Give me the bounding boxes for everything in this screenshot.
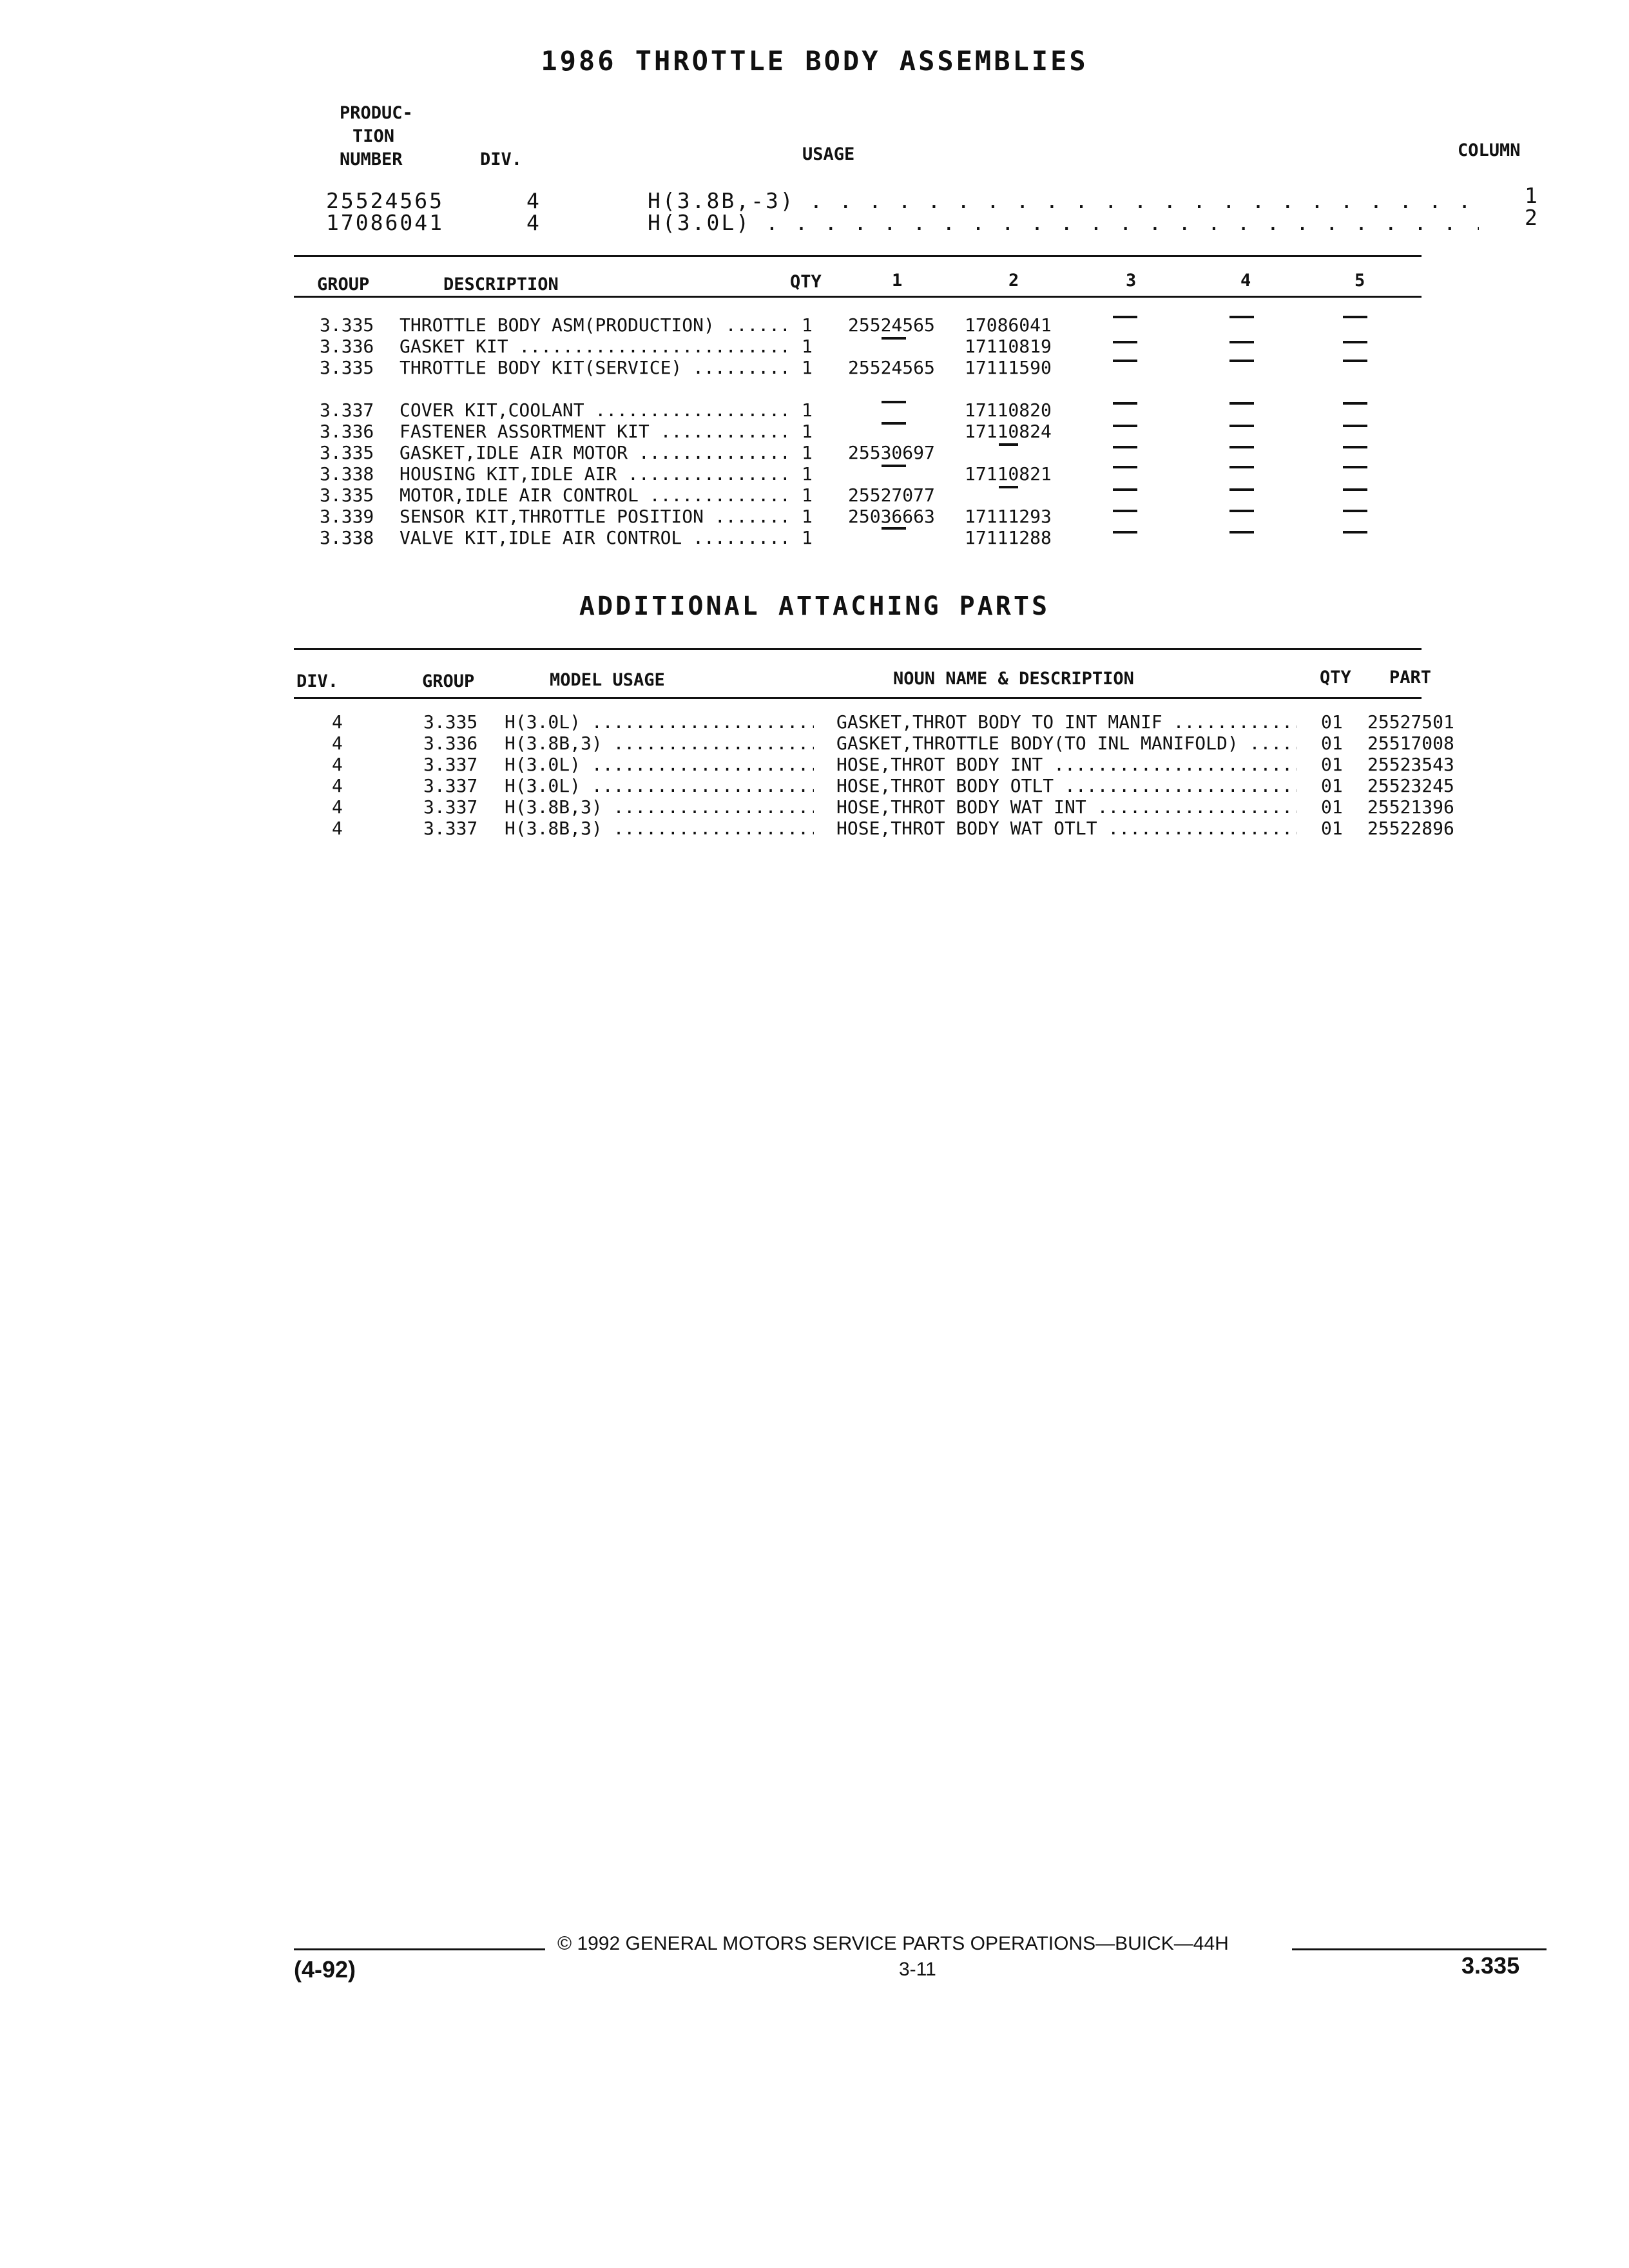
additional-noun-header: NOUN NAME & DESCRIPTION <box>893 669 1134 689</box>
additional-div-header: DIV. <box>296 671 339 691</box>
empty-cell-dash <box>1343 466 1367 468</box>
footer-right-rule <box>1292 1948 1547 1950</box>
additional-qty: 01 <box>1321 775 1343 796</box>
parts-qty: 1 <box>802 485 813 506</box>
parts-column-2-value: 17086041 <box>965 314 1052 336</box>
parts-column-2-value: 17111590 <box>965 357 1052 378</box>
additional-noun: GASKET,THROT BODY TO INT MANIF ..... <box>836 711 1297 733</box>
empty-cell-dash <box>1229 510 1254 512</box>
empty-cell-dash <box>1113 466 1137 468</box>
table-row <box>0 796 1629 818</box>
table-row <box>0 336 1629 357</box>
empty-cell-dash <box>999 443 1018 446</box>
parts-group-header: GROUP <box>317 274 370 294</box>
additional-part: 25517008 <box>1367 733 1454 754</box>
parts-column-2-value: 17110821 <box>965 463 1052 485</box>
table-row <box>0 314 1629 336</box>
parts-description: VALVE KIT,IDLE AIR CONTROL ..... <box>400 527 786 548</box>
additional-noun: HOSE,THROT BODY INT ..... <box>836 754 1297 775</box>
additional-group: 3.336 <box>423 733 478 754</box>
additional-qty-header: QTY <box>1320 668 1351 687</box>
empty-cell-dash <box>1113 531 1137 533</box>
additional-noun: HOSE,THROT BODY WAT OTLT ..... <box>836 818 1297 839</box>
parts-column-2-value: 17111288 <box>965 527 1052 548</box>
empty-cell-dash <box>999 486 1018 488</box>
additional-qty: 01 <box>1321 796 1343 818</box>
empty-cell-dash <box>882 422 906 425</box>
parts-group: 3.338 <box>320 463 374 485</box>
parts-qty: 1 <box>802 442 813 463</box>
empty-cell-dash <box>1229 402 1254 405</box>
additional-part: 25527501 <box>1367 711 1454 733</box>
parts-description: FASTENER ASSORTMENT KIT ..... <box>400 421 786 442</box>
production-number-header-line3: NUMBER <box>340 149 403 169</box>
empty-cell-dash <box>1113 510 1137 512</box>
empty-cell-dash <box>1343 488 1367 491</box>
parts-column-2-value: 17110819 <box>965 336 1052 357</box>
parts-group: 3.336 <box>320 336 374 357</box>
table-row <box>0 818 1629 839</box>
empty-cell-dash <box>882 337 906 340</box>
parts-column-3-header: 3 <box>1126 271 1137 291</box>
additional-model-usage-header: MODEL USAGE <box>550 670 665 690</box>
footer-page-number: 3-11 <box>899 1959 936 1980</box>
additional-model-usage: H(3.8B,3) ..... <box>505 796 814 818</box>
empty-cell-dash <box>1113 446 1137 448</box>
empty-cell-dash <box>1343 510 1367 512</box>
production-div: 4 <box>526 188 541 213</box>
additional-div: 4 <box>332 733 343 754</box>
table-row <box>0 506 1629 527</box>
empty-cell-dash <box>1229 425 1254 427</box>
parts-column-2-value: 17110820 <box>965 399 1052 421</box>
parts-description: THROTTLE BODY ASM(PRODUCTION) ..... <box>400 314 786 336</box>
empty-cell-dash <box>1229 316 1254 318</box>
parts-qty: 1 <box>802 314 813 336</box>
empty-cell-dash <box>1113 341 1137 343</box>
parts-qty: 1 <box>802 421 813 442</box>
parts-description: MOTOR,IDLE AIR CONTROL ..... <box>400 485 786 506</box>
production-number-header-line1: PRODUC- <box>340 103 413 123</box>
parts-group: 3.338 <box>320 527 374 548</box>
parts-description: THROTTLE BODY KIT(SERVICE) ..... <box>400 357 786 378</box>
empty-cell-dash <box>1229 466 1254 468</box>
additional-group: 3.335 <box>423 711 478 733</box>
empty-cell-dash <box>1113 360 1137 362</box>
parts-column-1-value: 25036663 <box>848 506 935 527</box>
footer-left-rule <box>294 1948 545 1950</box>
parts-column-1-value: 25527077 <box>848 485 935 506</box>
parts-column-1-value: 25530697 <box>848 442 935 463</box>
production-div-header: DIV. <box>480 149 523 169</box>
additional-model-usage: H(3.8B,3) ..... <box>505 818 814 839</box>
additional-qty: 01 <box>1321 733 1343 754</box>
footer-section-number: 3.335 <box>1461 1952 1520 1979</box>
additional-div: 4 <box>332 775 343 796</box>
additional-qty: 01 <box>1321 711 1343 733</box>
empty-cell-dash <box>1343 446 1367 448</box>
parts-description: SENSOR KIT,THROTTLE POSITION ..... <box>400 506 786 527</box>
production-number-header-line2: TION <box>352 126 395 146</box>
parts-column-1-value: 25524565 <box>848 357 935 378</box>
parts-column-4-header: 4 <box>1240 271 1251 291</box>
additional-noun: GASKET,THROTTLE BODY(TO INL MANIFOLD) ..... <box>836 733 1297 754</box>
additional-table-top-rule <box>294 648 1422 650</box>
empty-cell-dash <box>1343 341 1367 343</box>
empty-cell-dash <box>1343 531 1367 533</box>
additional-model-usage: H(3.0L) ..... <box>505 775 814 796</box>
empty-cell-dash <box>1113 425 1137 427</box>
empty-cell-dash <box>882 527 906 530</box>
additional-group: 3.337 <box>423 754 478 775</box>
parts-column-1-header: 1 <box>892 271 903 291</box>
empty-cell-dash <box>1229 341 1254 343</box>
production-div: 4 <box>526 210 541 235</box>
table-row <box>0 463 1629 485</box>
parts-qty: 1 <box>802 463 813 485</box>
table-row <box>0 399 1629 421</box>
additional-div: 4 <box>332 796 343 818</box>
parts-table-header-rule <box>294 296 1422 298</box>
parts-column-1-value: 25524565 <box>848 314 935 336</box>
parts-description: HOUSING KIT,IDLE AIR ..... <box>400 463 786 485</box>
additional-div: 4 <box>332 754 343 775</box>
table-row <box>0 775 1629 796</box>
table-row <box>0 421 1629 442</box>
parts-qty-header: QTY <box>790 272 822 292</box>
empty-cell-dash <box>1343 402 1367 405</box>
additional-group: 3.337 <box>423 796 478 818</box>
table-row <box>0 711 1629 733</box>
parts-qty: 1 <box>802 506 813 527</box>
parts-description: COVER KIT,COOLANT ..... <box>400 399 786 421</box>
parts-table-top-rule <box>294 255 1422 257</box>
production-number: 17086041 <box>326 210 444 235</box>
production-usage: H(3.0L) . . . <box>648 210 1479 235</box>
additional-qty: 01 <box>1321 754 1343 775</box>
additional-group-header: GROUP <box>422 671 475 691</box>
parts-group: 3.335 <box>320 442 374 463</box>
parts-column-2-value: 17110824 <box>965 421 1052 442</box>
footer-date: (4-92) <box>294 1956 356 1983</box>
empty-cell-dash <box>1343 360 1367 362</box>
parts-description: GASKET,IDLE AIR MOTOR ..... <box>400 442 786 463</box>
table-row <box>0 442 1629 463</box>
footer-copyright: © 1992 GENERAL MOTORS SERVICE PARTS OPERATIONS—BUICK—44H <box>557 1933 1229 1954</box>
parts-qty: 1 <box>802 527 813 548</box>
empty-cell-dash <box>1229 360 1254 362</box>
production-number: 25524565 <box>326 188 444 213</box>
production-column: 2 <box>1525 205 1539 230</box>
empty-cell-dash <box>1343 425 1367 427</box>
empty-cell-dash <box>1229 446 1254 448</box>
additional-section-title: ADDITIONAL ATTACHING PARTS <box>579 591 1050 621</box>
empty-cell-dash <box>1113 488 1137 491</box>
parts-qty: 1 <box>802 399 813 421</box>
parts-group: 3.339 <box>320 506 374 527</box>
parts-column-5-header: 5 <box>1354 271 1365 291</box>
additional-group: 3.337 <box>423 775 478 796</box>
empty-cell-dash <box>1113 316 1137 318</box>
additional-model-usage: H(3.0L) ..... <box>505 711 814 733</box>
production-usage-header: USAGE <box>802 144 855 164</box>
empty-cell-dash <box>1113 402 1137 405</box>
additional-noun: HOSE,THROT BODY WAT INT ..... <box>836 796 1297 818</box>
additional-part: 25521396 <box>1367 796 1454 818</box>
additional-noun: HOSE,THROT BODY OTLT ..... <box>836 775 1297 796</box>
production-column: 1 <box>1525 183 1539 208</box>
additional-part-header: PART <box>1389 668 1432 687</box>
empty-cell-dash <box>882 401 906 403</box>
empty-cell-dash <box>882 465 906 467</box>
additional-part: 25522896 <box>1367 818 1454 839</box>
table-row <box>0 527 1629 548</box>
additional-model-usage: H(3.8B,3) ..... <box>505 733 814 754</box>
parts-group: 3.335 <box>320 357 374 378</box>
parts-description: GASKET KIT ..... <box>400 336 786 357</box>
empty-cell-dash <box>1229 531 1254 533</box>
parts-qty: 1 <box>802 336 813 357</box>
empty-cell-dash <box>1343 316 1367 318</box>
table-row <box>0 754 1629 775</box>
table-row <box>0 733 1629 754</box>
parts-group: 3.336 <box>320 421 374 442</box>
parts-group: 3.337 <box>320 399 374 421</box>
additional-table-header-rule <box>294 697 1422 699</box>
parts-qty: 1 <box>802 357 813 378</box>
parts-column-2-value: 17111293 <box>965 506 1052 527</box>
page-title: 1986 THROTTLE BODY ASSEMBLIES <box>541 45 1088 77</box>
additional-div: 4 <box>332 711 343 733</box>
additional-group: 3.337 <box>423 818 478 839</box>
parts-description-header: DESCRIPTION <box>443 274 559 294</box>
production-usage: H(3.8B,-3) . . . <box>648 188 1479 213</box>
additional-qty: 01 <box>1321 818 1343 839</box>
production-column-header: COLUMN <box>1458 140 1521 160</box>
parts-column-2-header: 2 <box>1008 271 1019 291</box>
table-row <box>0 357 1629 378</box>
additional-part: 25523543 <box>1367 754 1454 775</box>
empty-cell-dash <box>1229 488 1254 491</box>
additional-div: 4 <box>332 818 343 839</box>
parts-group: 3.335 <box>320 314 374 336</box>
additional-model-usage: H(3.0L) ..... <box>505 754 814 775</box>
parts-group: 3.335 <box>320 485 374 506</box>
table-row <box>0 485 1629 506</box>
additional-part: 25523245 <box>1367 775 1454 796</box>
